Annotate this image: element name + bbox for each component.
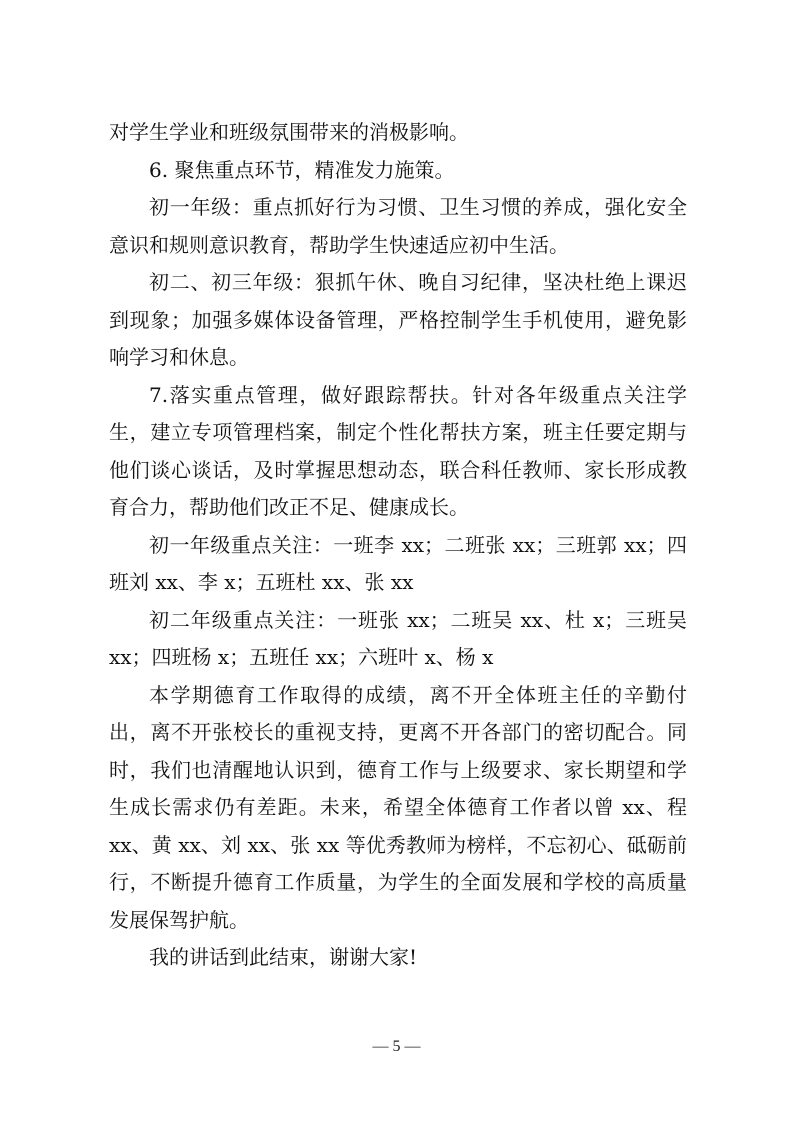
document-body bbox=[109, 114, 687, 977]
paragraph-4: 初二、初三年级：狠抓午休、晚自习纪律，坚决杜绝上课迟到现象；加强多媒体设备管理，严格控制学生手机使用，避免影响学习和休息。 bbox=[109, 270, 687, 369]
paragraph-8: 本学期德育工作取得的成绩，离不开全体班主任的辛勤付出，离不开张校长的重视支持，更离不开各部门的密切配合。同时，我们也清醒地认识到，德育工作与上级要求、家长期望和学生成长需求仍有差距。未来，希望全体德育工作者以曾 xx、程 xx、黄 xx、刘 xx、张 xx 等优秀教师为榜样，不忘初心、砥砺前行，不断提升德育工作质量，为学生的全面发展和学校的高质量发展保驾护航。 bbox=[109, 682, 687, 932]
paragraph-6: 初一年级重点关注：一班李 xx；二班张 xx；三班郭 xx；四班刘 xx、李 x；五班杜 xx、张 xx bbox=[109, 532, 687, 594]
paragraph-3: 初一年级：重点抓好行为习惯、卫生习惯的养成，强化安全意识和规则意识教育，帮助学生快速适应初中生活。 bbox=[109, 195, 687, 257]
paragraph-7: 初二年级重点关注：一班张 xx；二班吴 xx、杜 x；三班吴 xx；四班杨 x；五班任 xx；六班叶 x、杨 x bbox=[109, 607, 687, 669]
page-number: — 5 — bbox=[372, 1038, 421, 1055]
paragraph-9: 我的讲话到此结束，谢谢大家! bbox=[149, 945, 418, 969]
paragraph-1: 对学生学业和班级氛围带来的消极影响。 bbox=[109, 120, 469, 144]
paragraph-2: 6. 聚焦重点环节，精准发力施策。 bbox=[149, 157, 455, 182]
paragraph-5: 7.落实重点管理，做好跟踪帮扶。针对各年级重点关注学生，建立专项管理档案，制定个性化帮扶方案，班主任要定期与他们谈心谈话，及时掌握思想动态，联合科任教师、家长形成教育合力，帮助他们改正不足、健康成长。 bbox=[109, 382, 687, 519]
